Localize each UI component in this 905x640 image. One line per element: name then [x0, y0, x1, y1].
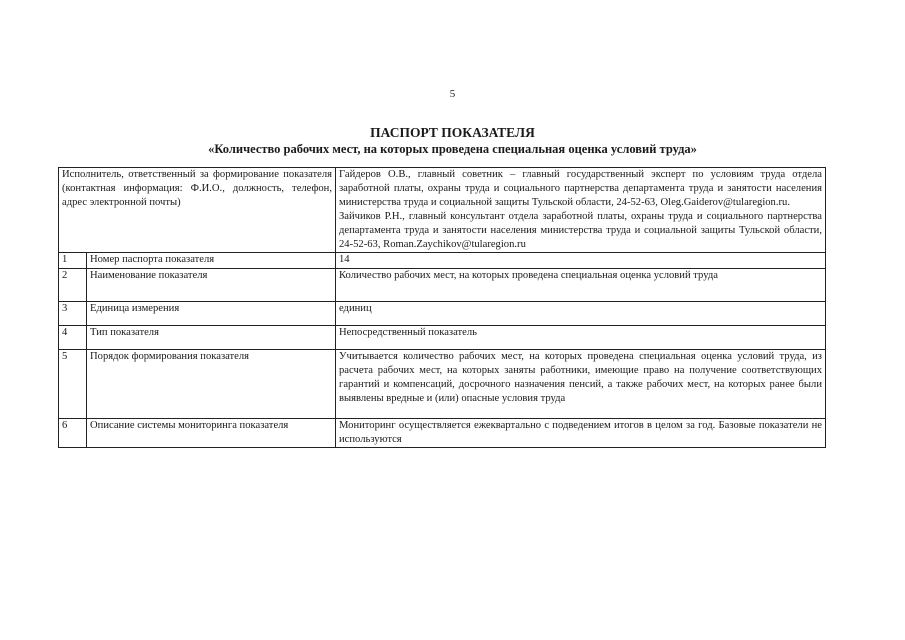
row-number: 6 [59, 419, 87, 448]
row-number: 4 [59, 326, 87, 350]
executor-label: Исполнитель, ответственный за формирование показателя (контактная информация: Ф.И.О., должность, телефон, адрес электронной почты) [59, 168, 336, 253]
executor-contacts [336, 168, 826, 253]
row-label: Номер паспорта показателя [87, 253, 336, 269]
row-number: 5 [59, 350, 87, 419]
row-label: Наименование показателя [87, 269, 336, 302]
row-number: 3 [59, 302, 87, 326]
page-number: 5 [449, 88, 456, 100]
row-label: Описание системы мониторинга показателя [87, 419, 336, 448]
table-row [59, 302, 826, 326]
executor-contact-2: Зайчиков Р.Н., главный консультант отдела заработной платы, охраны труда и социального партнерства департамента труда и занятости населения министерства труда и социальной защиты Тульской области, 24-52-63, Roman.Zaychikov@tularegion.ru [339, 211, 822, 250]
table-row [59, 253, 826, 269]
row-label: Тип показателя [87, 326, 336, 350]
row-label: Порядок формирования показателя [87, 350, 336, 419]
row-value: Количество рабочих мест, на которых проведена специальная оценка условий труда [336, 269, 826, 302]
table-row [59, 419, 826, 448]
row-label: Единица измерения [87, 302, 336, 326]
passport-table [58, 167, 826, 448]
row-value: единиц [336, 302, 826, 326]
executor-row [59, 168, 826, 253]
row-value: Непосредственный показатель [336, 326, 826, 350]
document-subtitle: «Количество рабочих мест, на которых проведена специальная оценка условий труда» [208, 142, 697, 156]
executor-contact-1: Гайдеров О.В., главный советник – главный государственный эксперт по условиям труда отдела заработной платы, охраны труда и социального партнерства департамента труда и занятости населения министерства труда и социальной защиты Тульской области, 24-52-63, Oleg.Gaiderov@tularegion.ru. [339, 169, 822, 208]
table-row [59, 326, 826, 350]
row-value: 14 [336, 253, 826, 269]
row-value: Учитывается количество рабочих мест, на которых проведена специальная оценка условий труда, из расчета рабочих мест, на которых заняты работники, имеющие право на получение соответствующих гарантий и компенсаций, досрочного назначения пенсий, а также рабочих мест, на которых ранее были выявлены вредные и (или) опасные условия труда [336, 350, 826, 419]
table-row [59, 350, 826, 419]
row-number: 1 [59, 253, 87, 269]
row-value: Мониторинг осуществляется ежеквартально с подведением итогов в целом за год. Базовые показатели не используются [336, 419, 826, 448]
table-row [59, 269, 826, 302]
row-number: 2 [59, 269, 87, 302]
document-title: ПАСПОРТ ПОКАЗАТЕЛЯ [370, 125, 535, 140]
